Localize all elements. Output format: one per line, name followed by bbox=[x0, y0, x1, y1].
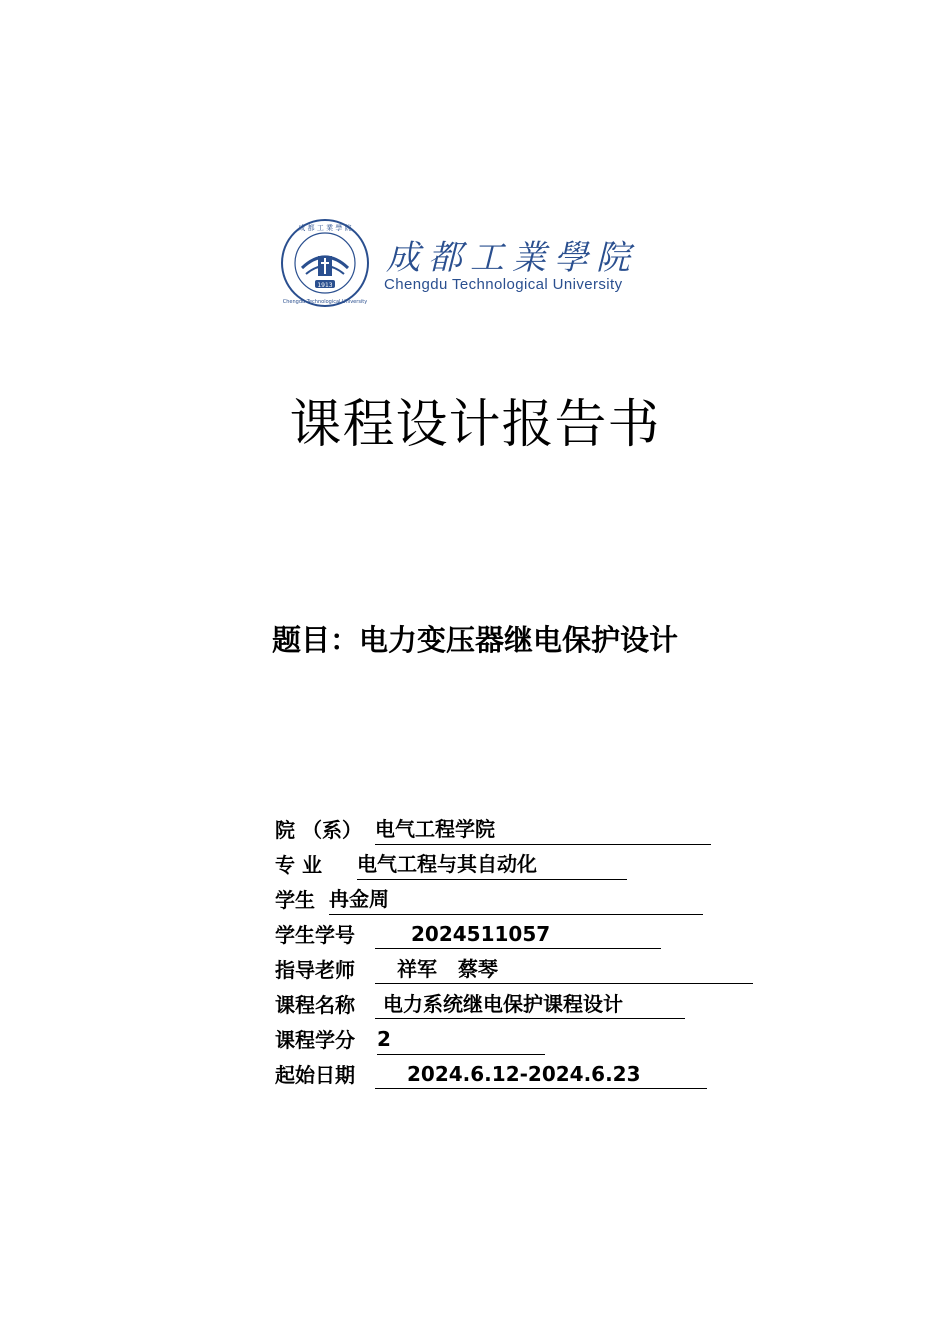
info-row-major bbox=[275, 850, 795, 885]
seal-year: 1913 bbox=[317, 282, 333, 289]
info-value: 电力系统继电保护课程设计 bbox=[375, 990, 685, 1019]
university-seal-icon bbox=[280, 218, 370, 308]
info-label: 起始日期 bbox=[275, 1063, 355, 1087]
info-list bbox=[275, 815, 795, 1095]
university-logo bbox=[280, 218, 680, 308]
info-value: 冉金周 bbox=[329, 885, 703, 915]
info-label: 学生学号 bbox=[275, 923, 355, 947]
info-label: 课程学分 bbox=[275, 1028, 355, 1052]
info-row-student-id bbox=[275, 920, 795, 955]
info-row-student bbox=[275, 885, 795, 920]
university-name-en: Chengdu Technological University bbox=[384, 276, 623, 293]
info-row-dates bbox=[275, 1060, 795, 1095]
info-value: 2 bbox=[377, 1025, 545, 1055]
info-label: 专 业 bbox=[275, 853, 322, 877]
info-label: 院 （系） bbox=[275, 818, 362, 842]
seal-ring-text: Chengdu Technological University bbox=[282, 299, 368, 305]
info-row-credits bbox=[275, 1025, 795, 1060]
info-value: 电气工程学院 bbox=[375, 815, 711, 845]
info-label: 学生 bbox=[275, 888, 315, 912]
info-value: 祥军 蔡琴 bbox=[375, 955, 753, 984]
info-label: 课程名称 bbox=[275, 993, 355, 1017]
report-topic: 题目：电力变压器继电保护设计 bbox=[271, 623, 678, 657]
info-label: 指导老师 bbox=[275, 958, 355, 982]
info-row-course-name bbox=[275, 990, 795, 1025]
university-name-cn: 成都工業學院 bbox=[386, 238, 638, 278]
report-title: 课程设计报告书 bbox=[289, 395, 661, 455]
svg-text:成 都 工 業 學 院: 成 都 工 業 學 院 bbox=[298, 224, 352, 232]
info-value: 2024511057 bbox=[375, 920, 661, 949]
info-row-advisor bbox=[275, 955, 795, 990]
info-row-department bbox=[275, 815, 795, 850]
info-value: 电气工程与其自动化 bbox=[357, 850, 627, 880]
info-value: 2024.6.12-2024.6.23 bbox=[375, 1060, 707, 1089]
